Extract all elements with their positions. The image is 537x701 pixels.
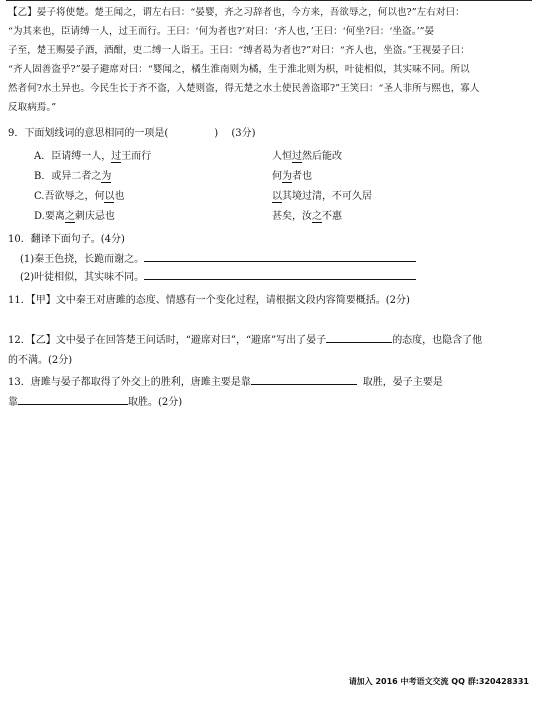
question-9-score: (3分) bbox=[231, 128, 256, 139]
question-9-close-paren: ) bbox=[214, 128, 219, 139]
question-10-sentence-2: (2)叶徒相似，其实味不同。 bbox=[20, 268, 416, 283]
passage-line: 然者何?水土异也。今民生长于齐不盗，入楚则盗，得无楚之水土使民善盗耶?”王笑曰：“圣人非所与熙也，寡人 bbox=[8, 83, 480, 94]
passage-line: 子至，楚王赐晏子酒，酒酣，吏二缚一人诣王。王曰：“缚者曷为者也?”对曰：“齐人也，坐盗。”王视晏子曰： bbox=[8, 45, 470, 56]
underlined-word: 以 bbox=[104, 191, 115, 202]
answer-line[interactable] bbox=[144, 252, 416, 262]
option-b-left: B．或异二者之为 bbox=[34, 171, 112, 182]
question-13-line-2: 靠 取胜。(2分) bbox=[8, 397, 183, 408]
top-rule bbox=[6, 0, 532, 1]
answer-line[interactable] bbox=[18, 395, 128, 405]
question-9 bbox=[8, 124, 256, 139]
answer-line[interactable] bbox=[144, 270, 416, 280]
underlined-word: 以 bbox=[272, 191, 282, 202]
option-c-right: 以其境过清，不可久居 bbox=[272, 191, 372, 202]
answer-line[interactable] bbox=[251, 375, 357, 385]
option-a-right: 人恒过然后能改 bbox=[272, 151, 342, 162]
question-10-stem: 10．翻译下面句子。(4分) bbox=[8, 234, 125, 245]
question-10-sentence-1: (1)秦王色挠，长跪而谢之。 bbox=[20, 250, 416, 265]
underlined-word: 过 bbox=[292, 151, 302, 162]
underlined-word: 为 bbox=[101, 171, 112, 182]
option-a-left: A．臣请缚一人，过王而行 bbox=[34, 151, 152, 162]
passage-line: “齐人固善盗乎?”晏子避席对曰：“婴闻之，橘生淮南则为橘，生于淮北则为枳，叶徒相似，其实味不同。所以 bbox=[8, 64, 470, 75]
answer-line[interactable] bbox=[326, 333, 392, 343]
option-b-right: 何为者也 bbox=[272, 171, 312, 182]
option-c-left: C.吾欲辱之，何以也 bbox=[34, 191, 125, 202]
passage-line: “为其来也，臣请缚一人，过王而行。王曰：‘何为者也?’对曰：‘齐人也，’王曰：‘何坐?曰：‘坐盗。’”晏 bbox=[8, 26, 435, 37]
option-d-right: 甚矣，汝之不惠 bbox=[272, 211, 342, 222]
footer-note: 请加入 2016 中考语文交流 QQ 群:320428331 bbox=[348, 677, 529, 686]
question-9-stem: 9．下面划线词的意思相同的一项是( bbox=[8, 128, 169, 139]
passage-yi bbox=[8, 3, 530, 117]
passage-line: 【乙】晏子将使楚。楚王闻之，谓左右曰：“晏婴，齐之习辞者也，今方来，吾欲辱之，何以也?”左右对曰： bbox=[8, 7, 465, 18]
question-13-line-1: 13．唐雎与晏子都取得了外交上的胜利，唐雎主要是靠 取胜，晏子主要是 bbox=[8, 377, 443, 388]
passage-line: 反取病焉。” bbox=[8, 102, 57, 113]
question-11: 11．【甲】文中秦王对唐雎的态度、情感有一个变化过程，请根据文段内容简要概括。(2分) bbox=[8, 295, 410, 306]
underlined-word: 过 bbox=[111, 151, 122, 162]
underlined-word: 为 bbox=[282, 171, 292, 182]
question-12-line-2: 的不满。(2分) bbox=[8, 355, 73, 366]
underlined-word: 之 bbox=[312, 211, 322, 222]
underlined-word: 之 bbox=[64, 211, 75, 222]
option-d-left: D.要离之刺庆忌也 bbox=[34, 211, 115, 222]
question-12-line-1: 12．【乙】文中晏子在回答楚王问话时，“避席对曰”，“避席”写出了晏子 的态度，也隐含了他 bbox=[8, 335, 483, 346]
